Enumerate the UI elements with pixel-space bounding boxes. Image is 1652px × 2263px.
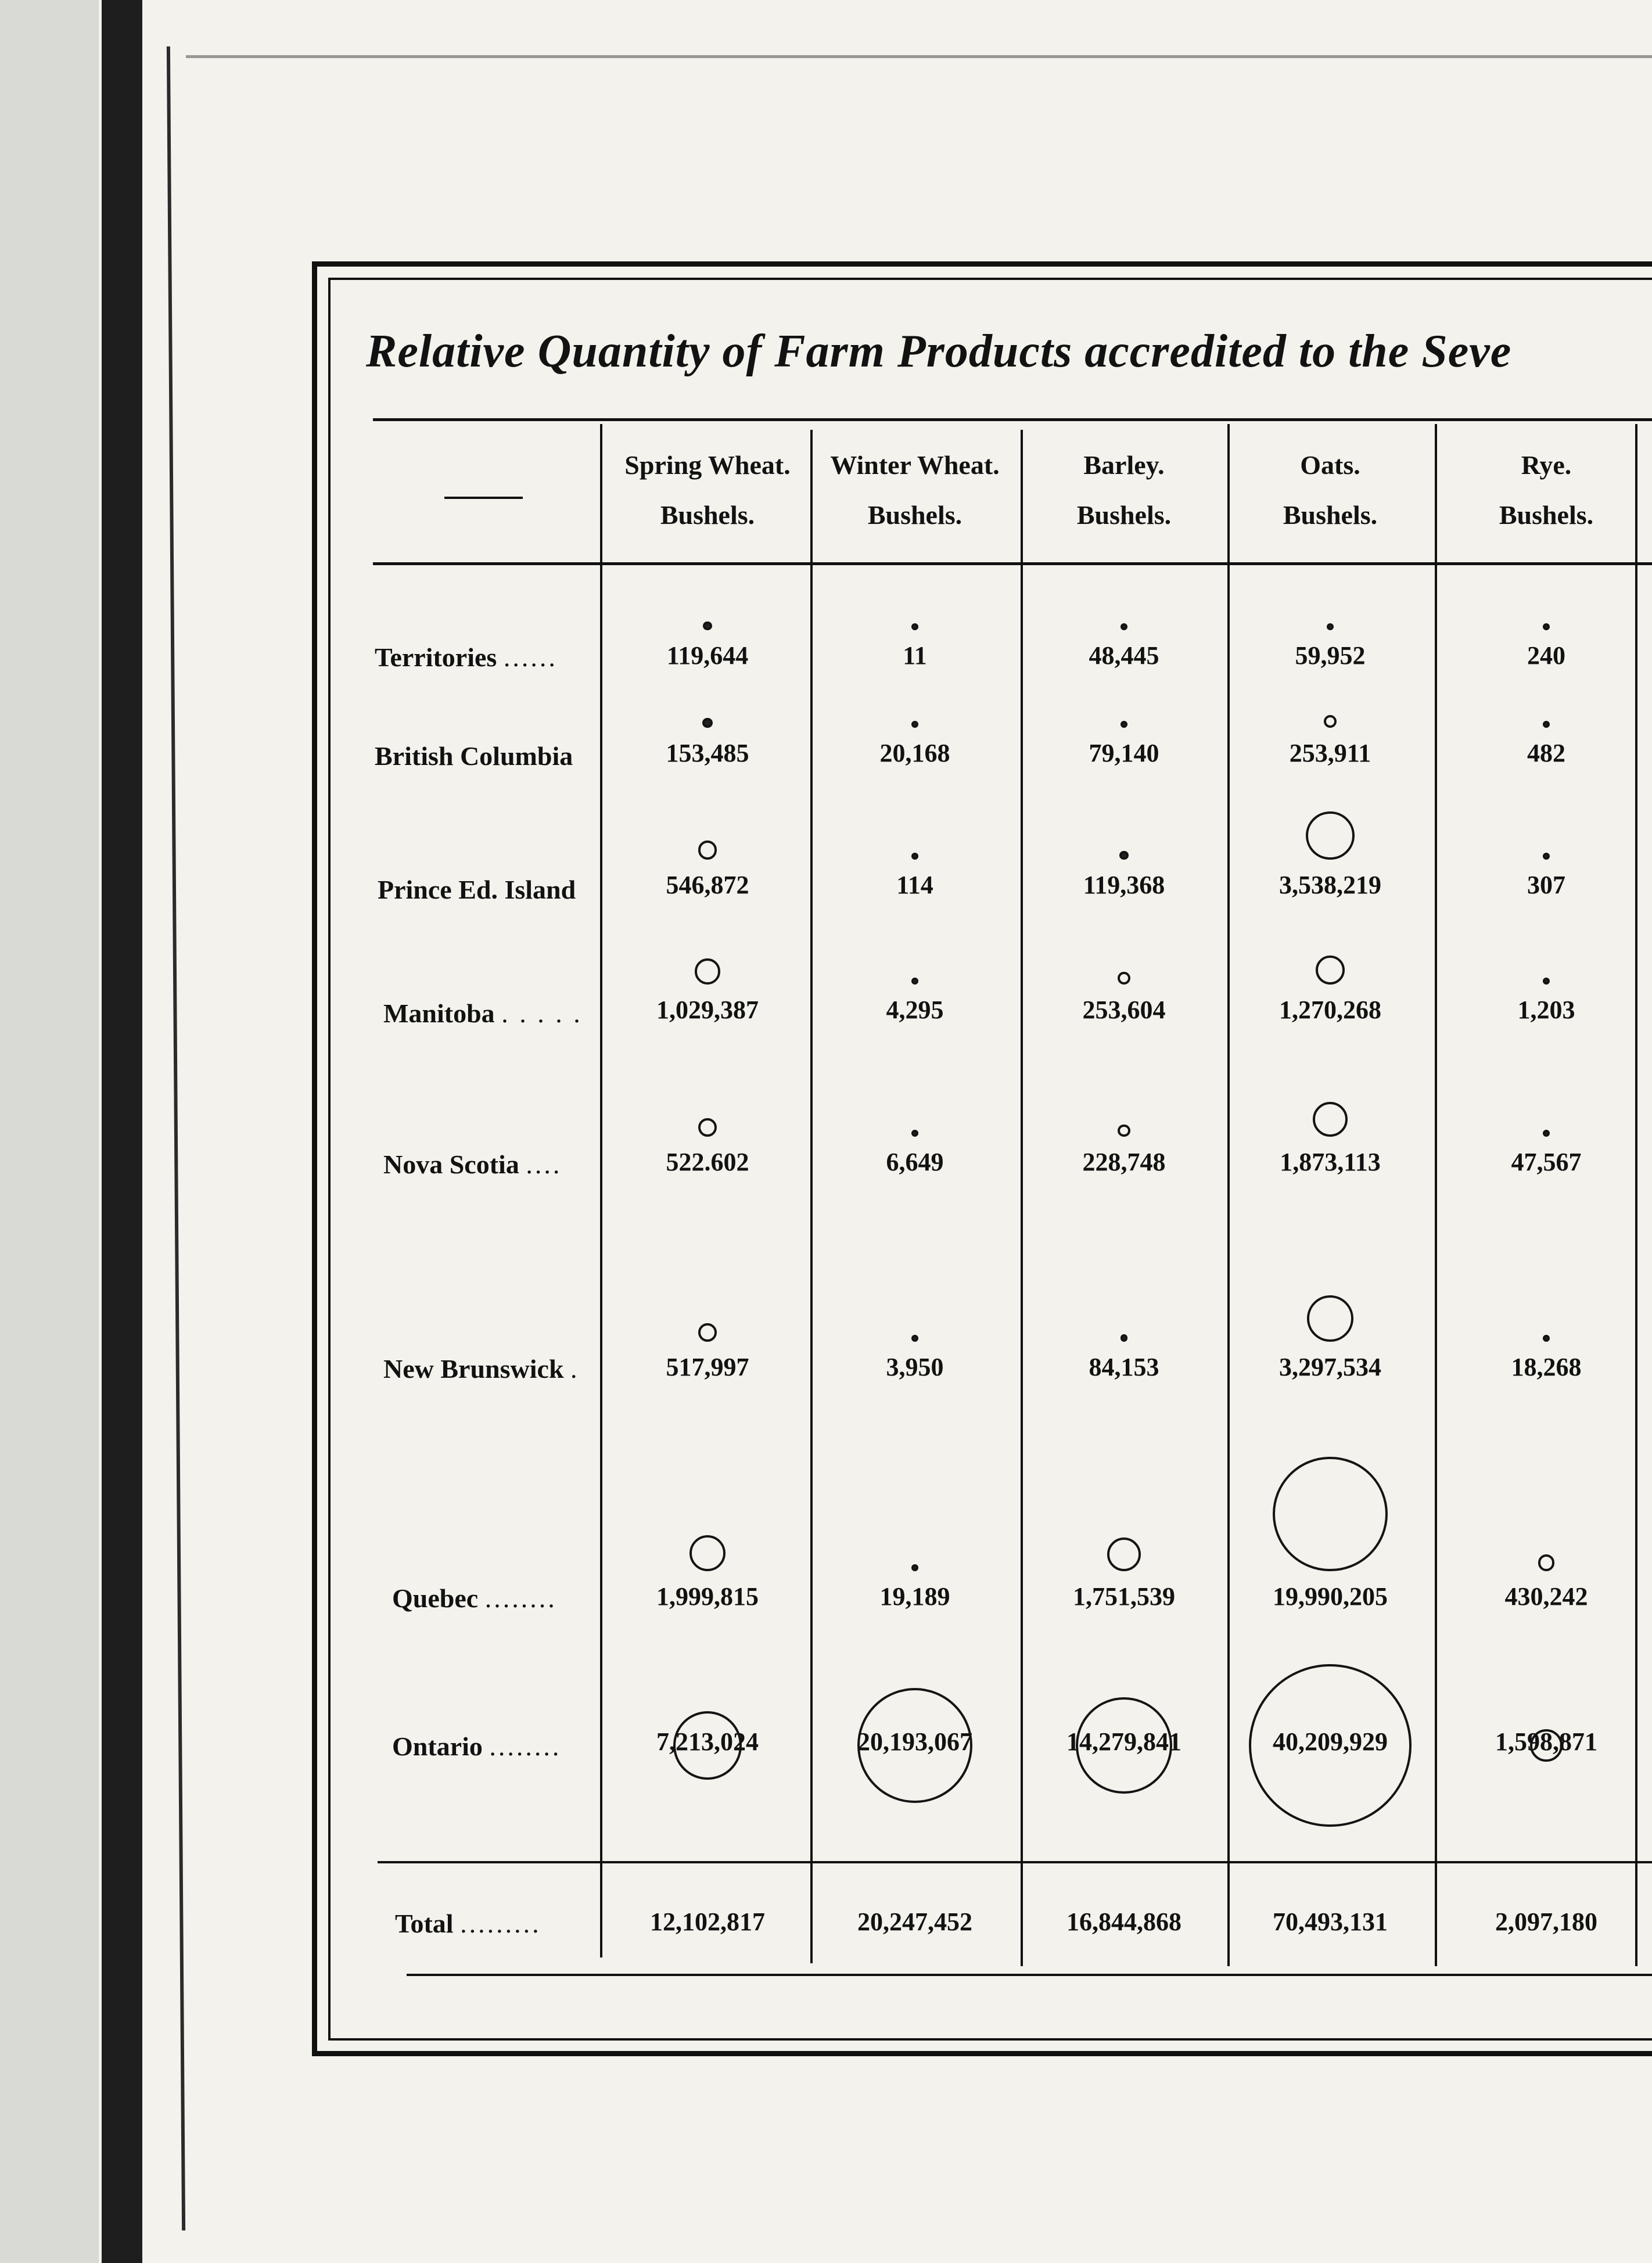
quantity-circle: [1324, 715, 1337, 728]
total-value: 12,102,817: [650, 1908, 765, 1936]
total-value: 20,247,452: [857, 1908, 972, 1936]
cell-value: 11: [903, 641, 927, 670]
quantity-circle: [698, 840, 717, 860]
cell-value: 79,140: [1089, 739, 1159, 767]
quantity-circle: [1543, 1335, 1550, 1342]
row-leader-dots: . . . . .: [501, 998, 583, 1028]
quantity-circle: [1273, 1457, 1387, 1571]
row-label-5: [383, 1353, 580, 1384]
quantity-circle: [1118, 972, 1130, 985]
cell-value: 3,538,219: [1279, 871, 1381, 899]
row-leader-dots: ......: [503, 642, 558, 672]
cell-value: 18,268: [1511, 1353, 1582, 1381]
quantity-circle: [702, 718, 712, 728]
cell-value: 546,872: [666, 871, 749, 899]
column-unit: Bushels.: [1076, 500, 1172, 530]
scan-binding-shadow: [102, 0, 142, 2263]
quantity-circle: [1118, 1125, 1130, 1137]
column-divider-5: [1635, 424, 1637, 1966]
quantity-circle: [698, 1323, 717, 1342]
cell-value: 6,649: [886, 1148, 944, 1176]
row-name: Territories: [375, 642, 497, 672]
quantity-circle: [703, 622, 712, 630]
quantity-circle: [911, 1130, 918, 1137]
quantity-circle: [689, 1535, 726, 1571]
quantity-circle: [695, 958, 721, 985]
row-name: Prince Ed. Island: [378, 875, 576, 904]
cell-value: 84,153: [1089, 1353, 1159, 1381]
quantity-circle: [911, 978, 918, 985]
column-divider-0: [600, 424, 602, 1957]
quantity-circle: [1121, 721, 1127, 728]
column-unit: Bushels.: [1283, 500, 1378, 530]
cell-value: 1,751,539: [1073, 1582, 1175, 1611]
cell-value: 19,990,205: [1273, 1582, 1388, 1611]
quantity-circle: [911, 1564, 918, 1571]
cell-value: 482: [1527, 739, 1565, 767]
cell-value: 517,997: [666, 1353, 749, 1381]
cell-value: 119,368: [1083, 871, 1165, 899]
cell-value: 430,242: [1504, 1582, 1588, 1611]
cell-value: 47,567: [1511, 1148, 1582, 1176]
row-leader-dots: ....: [526, 1150, 562, 1179]
cell-value: 3,950: [886, 1353, 944, 1381]
total-label: [395, 1908, 541, 1939]
row-name: Quebec: [392, 1583, 479, 1613]
cell-value: 253,604: [1082, 996, 1166, 1024]
cell-value: 1,270,268: [1279, 996, 1381, 1024]
row-leader-dots: .: [570, 1354, 580, 1384]
column-unit: Bushels.: [867, 500, 963, 530]
column-header-1: [816, 452, 1014, 529]
scan-binding-edge: [0, 0, 99, 2263]
cell-value: 19,189: [879, 1582, 950, 1611]
cell-value: 1,873,113: [1280, 1148, 1381, 1176]
quantity-circle: [1316, 956, 1345, 985]
total-top-rule: [378, 1861, 1652, 1863]
cell-value: 253,911: [1289, 739, 1371, 767]
cell-value: 48,445: [1089, 641, 1159, 670]
column-divider-4: [1435, 424, 1437, 1966]
total-leader-dots: .........: [460, 1909, 541, 1938]
column-header-0: [609, 452, 806, 529]
quantity-circle: [911, 1335, 918, 1342]
cell-value: 522.602: [666, 1148, 749, 1176]
row-name: Manitoba: [383, 998, 495, 1028]
page-edge: [167, 46, 185, 2230]
total-bottom-rule: [407, 1974, 1652, 1976]
total-value: 16,844,868: [1066, 1908, 1181, 1936]
column-header-2: [1031, 452, 1217, 529]
header-top-rule: [373, 418, 1652, 421]
cell-value: 59,952: [1295, 641, 1366, 670]
column-name: Oats.: [1300, 450, 1360, 480]
quantity-circle: [1543, 623, 1550, 630]
column-divider-3: [1227, 424, 1230, 1966]
column-divider-1: [810, 430, 813, 1963]
quantity-circle: [1543, 978, 1550, 985]
row-leader-dots: ........: [484, 1583, 557, 1613]
header-bottom-rule: [373, 562, 1652, 565]
quantity-circle: [1543, 721, 1550, 728]
quantity-circle: [1121, 623, 1127, 630]
quantity-circle: [1538, 1554, 1555, 1571]
total-name: Total: [395, 1909, 454, 1938]
cell-value: 7,213,024: [656, 1727, 759, 1756]
quantity-circle: [911, 853, 918, 860]
column-header-4: [1459, 452, 1633, 529]
cell-value: 240: [1527, 641, 1565, 670]
cell-value: 20,168: [879, 739, 950, 767]
column-name: Winter Wheat.: [830, 450, 1000, 480]
quantity-circle: [1307, 1295, 1353, 1342]
cell-value: 1,029,387: [656, 996, 759, 1024]
cell-value: 3,297,534: [1279, 1353, 1381, 1381]
column-name: Barley.: [1083, 450, 1165, 480]
cell-value: 20,193,067: [857, 1727, 972, 1756]
row-label-1: [375, 741, 573, 771]
cell-value: 1,598,871: [1495, 1727, 1597, 1756]
row-label-0: [375, 642, 558, 673]
header-blank-dash: [444, 497, 523, 499]
quantity-circle: [1119, 851, 1128, 860]
row-label-3: [383, 998, 583, 1029]
quantity-circle: [698, 1118, 717, 1137]
quantity-circle: [1543, 1130, 1550, 1137]
quantity-circle: [911, 721, 918, 728]
column-unit: Bushels.: [660, 500, 755, 530]
cell-value: 1,999,815: [656, 1582, 759, 1611]
cell-value: 40,209,929: [1273, 1727, 1388, 1756]
row-label-4: [383, 1149, 562, 1180]
cell-value: 153,485: [666, 739, 749, 767]
quantity-circle: [1107, 1538, 1141, 1571]
row-name: British Columbia: [375, 741, 573, 771]
row-label-7: [392, 1731, 561, 1762]
cell-value: 4,295: [886, 996, 944, 1024]
column-header-3: [1237, 452, 1423, 529]
quantity-circle: [1306, 811, 1354, 860]
column-name: Rye.: [1521, 450, 1572, 480]
quantity-circle: [1327, 623, 1334, 630]
row-name: New Brunswick: [383, 1354, 564, 1384]
row-name: Nova Scotia: [383, 1150, 519, 1179]
row-label-6: [392, 1583, 557, 1614]
cell-value: 119,644: [666, 641, 749, 670]
row-label-2: [378, 874, 576, 905]
chart-title: Relative Quantity of Farm Products accredited to the Seve: [366, 326, 1512, 377]
row-name: Ontario: [392, 1732, 483, 1761]
cell-value: 114: [896, 871, 933, 899]
column-name: Spring Wheat.: [624, 450, 791, 480]
quantity-circle: [1543, 853, 1550, 860]
column-divider-2: [1021, 430, 1023, 1966]
row-leader-dots: ........: [489, 1732, 562, 1761]
cell-value: 14,279,841: [1066, 1727, 1181, 1756]
column-unit: Bushels.: [1499, 500, 1594, 530]
page-top-edge: [186, 55, 1652, 58]
total-value: 70,493,131: [1273, 1908, 1388, 1936]
quantity-circle: [911, 623, 918, 630]
total-value: 2,097,180: [1495, 1908, 1597, 1936]
quantity-circle: [1313, 1102, 1348, 1137]
cell-value: 1,203: [1517, 996, 1575, 1024]
cell-value: 228,748: [1082, 1148, 1166, 1176]
cell-value: 307: [1527, 871, 1565, 899]
